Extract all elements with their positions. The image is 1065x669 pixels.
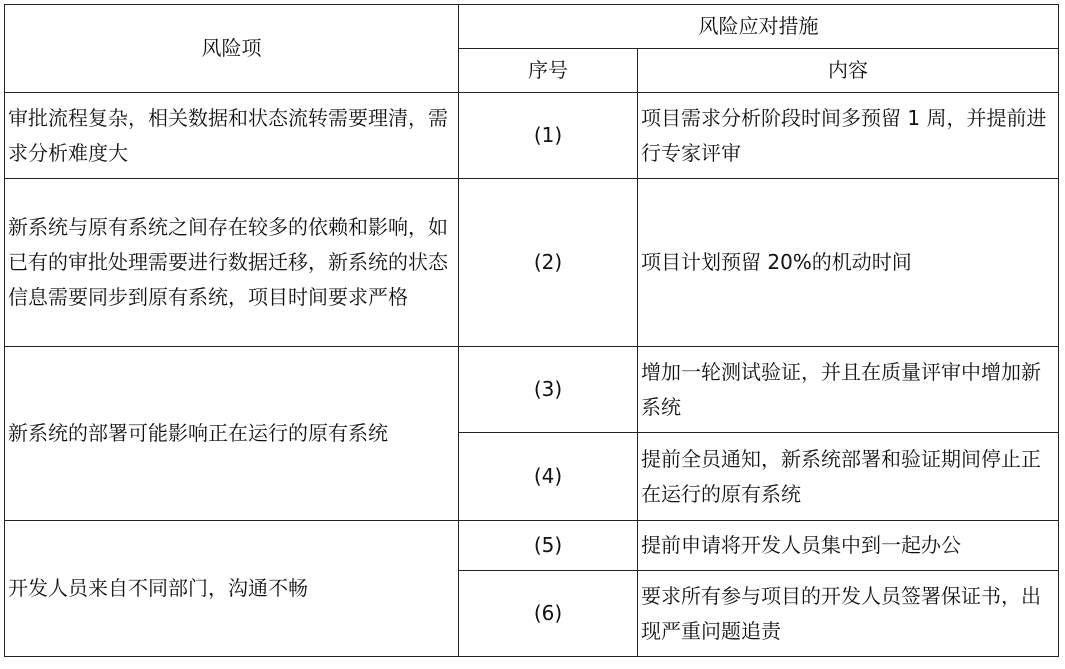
seq-cell: (2) [459, 179, 638, 347]
seq-cell: (1) [459, 93, 638, 179]
seq-cell: (6) [459, 571, 638, 657]
content-cell: 提前申请将开发人员集中到一起办公 [638, 521, 1059, 571]
header-row [5, 5, 1059, 49]
table-row [5, 521, 1059, 571]
header-seq: 序号 [459, 49, 638, 93]
header-measures: 风险应对措施 [459, 5, 1059, 49]
risk-table [4, 4, 1059, 657]
content-cell: 要求所有参与项目的开发人员签署保证书，出现严重问题追责 [638, 571, 1059, 657]
risk-cell: 开发人员来自不同部门，沟通不畅 [5, 521, 459, 657]
seq-cell: (4) [459, 433, 638, 521]
header-content: 内容 [638, 49, 1059, 93]
table-row [5, 347, 1059, 433]
risk-cell: 新系统与原有系统之间存在较多的依赖和影响，如已有的审批处理需要进行数据迁移，新系统的状态信息需要同步到原有系统，项目时间要求严格 [5, 179, 459, 347]
table-row [5, 93, 1059, 179]
content-cell: 项目计划预留 20%的机动时间 [638, 179, 1059, 347]
header-risk-item: 风险项 [5, 5, 459, 93]
table-row [5, 179, 1059, 347]
seq-cell: (5) [459, 521, 638, 571]
risk-cell: 新系统的部署可能影响正在运行的原有系统 [5, 347, 459, 521]
content-cell: 提前全员通知，新系统部署和验证期间停止正在运行的原有系统 [638, 433, 1059, 521]
content-cell: 增加一轮测试验证，并且在质量评审中增加新系统 [638, 347, 1059, 433]
seq-cell: (3) [459, 347, 638, 433]
risk-cell: 审批流程复杂，相关数据和状态流转需要理清，需求分析难度大 [5, 93, 459, 179]
content-cell: 项目需求分析阶段时间多预留 1 周，并提前进行专家评审 [638, 93, 1059, 179]
